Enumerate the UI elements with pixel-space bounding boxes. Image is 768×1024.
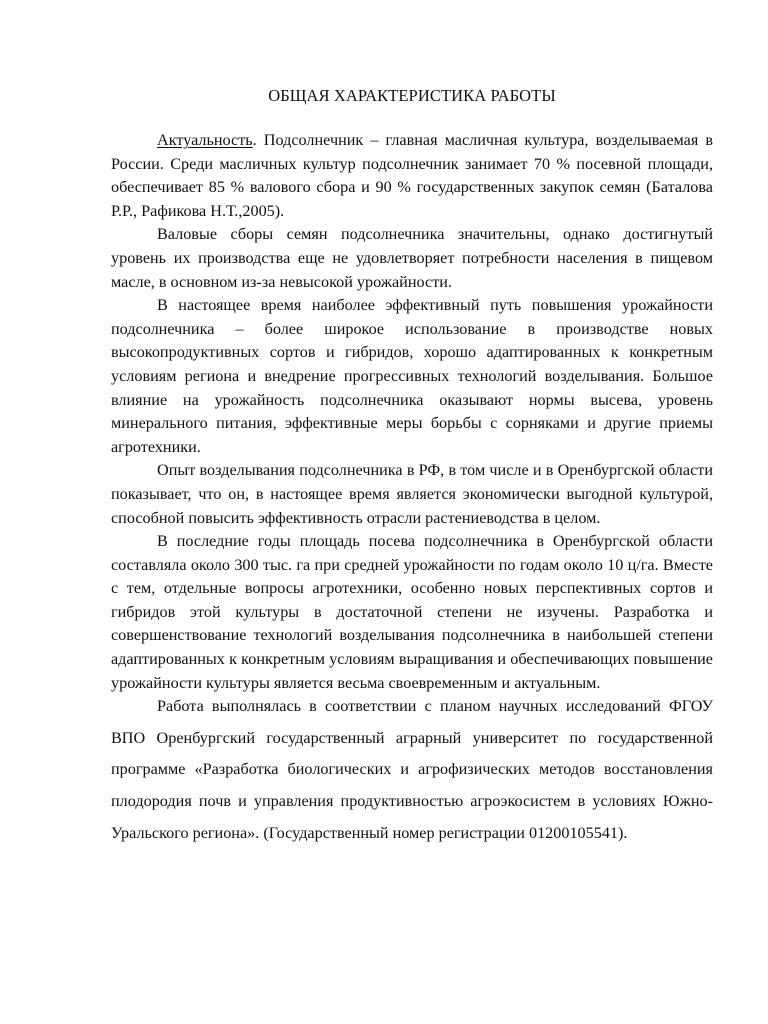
page-title: ОБЩАЯ ХАРАКТЕРИСТИКА РАБОТЫ (268, 86, 556, 105)
paragraph-1-text: . Подсолнечник – главная масличная культура, возделываемая в России. Среди масличных культур подсолнечник занимает 70 % посевной площади, обеспечивает 85 % валового сбора и 90 % государственных закупок семян (Баталова Р.Р., Рафикова Н.Т.,2005). (111, 131, 713, 220)
paragraph-2: Валовые сборы семян подсолнечника значительны, однако достигнутый уровень их производства еще не удовлетворяет потребности населения в пищевом масле, в основном из-за невысокой урожайности. (111, 225, 713, 291)
relevance-heading: Актуальность (157, 131, 253, 149)
paragraph-4: Опыт возделывания подсолнечника в РФ, в том числе и в Оренбургской области показывает, что он, в настоящее время является экономически выгодной культурой, способной повысить эффективность отрасли растениеводства в целом. (111, 461, 713, 527)
paragraph-5: В последние годы площадь посева подсолнечника в Оренбургской области составляла около 300 тыс. га при средней урожайности по годам около 10 ц/га. Вместе с тем, отдельные вопросы агротехники, особенно новых перспективных сортов и гибридов этой культуры в достаточной степени не изучены. Разработка и совершенствование технологий возделывания подсолнечника в наибольшей степени адаптированных к конкретным условиям выращивания и обеспечивающих повышение урожайности культуры является весьма своевременным и актуальным. (111, 532, 713, 692)
paragraph-3: В настоящее время наиболее эффективный путь повышения урожайности подсолнечника – более широкое использование в производстве новых высокопродуктивных сортов и гибридов, хорошо адаптированных к конкретным условиям региона и внедрение прогрессивных технологий возделывания. Большое влияние на урожайность подсолнечника оказывают нормы высева, уровень минерального питания, эффективные меры борьбы с сорняками и другие приемы агротехники. (111, 296, 713, 456)
paragraph-6: Работа выполнялась в соответствии с планом научных исследований ФГОУ ВПО Оренбургский государственный аграрный университет по государственной программе «Разработка биологических и агрофизических методов восстановления плодородия почв и управления продуктивностью агроэкосистем в условиях Южно-Уральского региона». (Государственный номер регистрации 01200105541). (111, 697, 713, 842)
document-page (111, 84, 713, 849)
paragraph-relevance (111, 129, 713, 223)
